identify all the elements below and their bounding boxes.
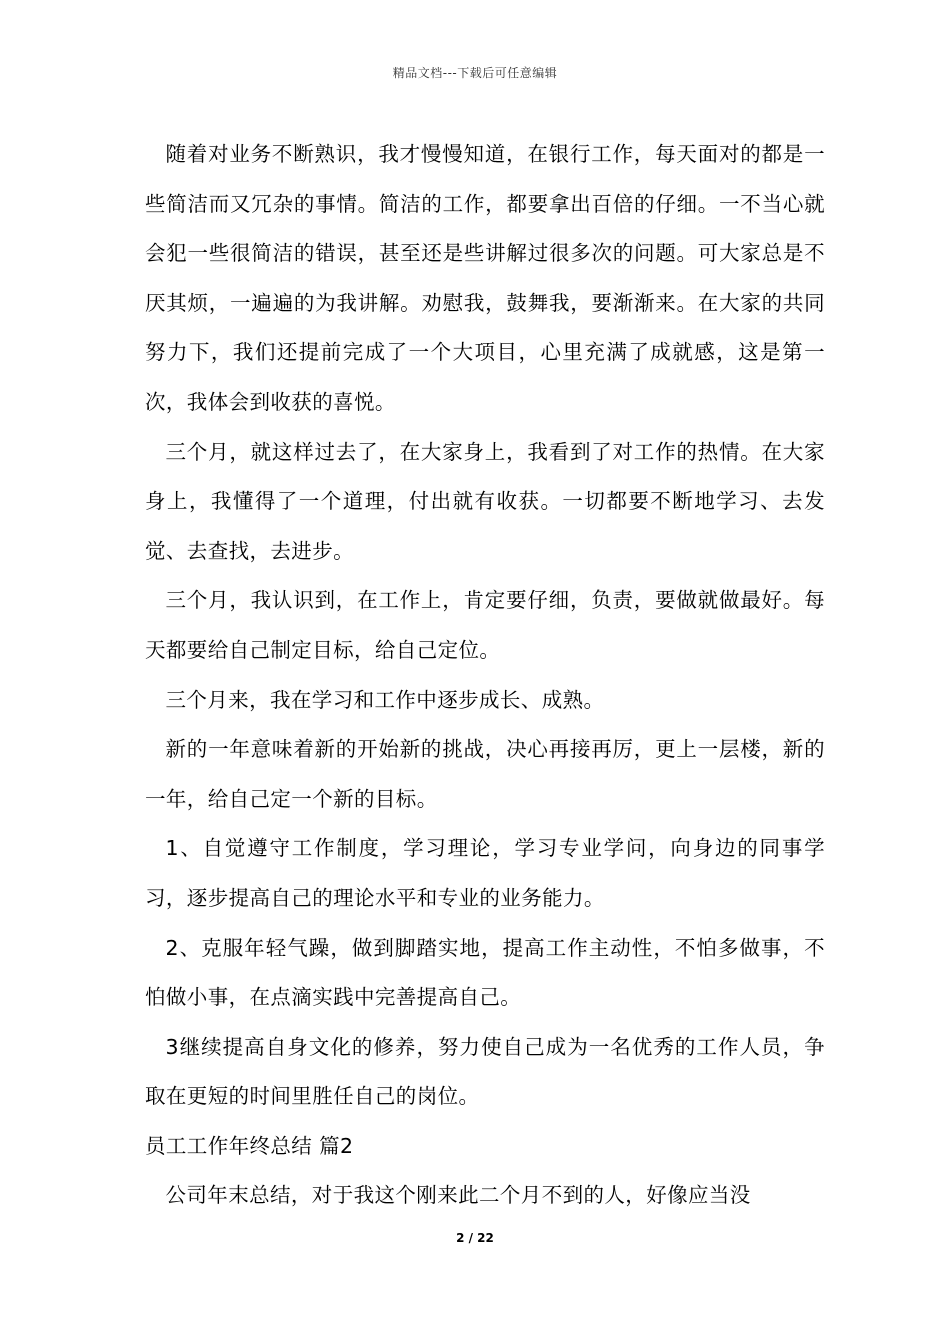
page-header: 精品文档---下载后可任意编辑 — [392, 66, 558, 80]
page-number: 2 / 22 — [456, 1231, 494, 1245]
paragraph: 公司年末总结，对于我这个刚来此二个月不到的人，好像应当没 — [165, 1183, 751, 1208]
document-body — [145, 130, 825, 1221]
list-item-2: 2、克服年轻气躁，做到脚踏实地，提高工作主动性，不怕多做事，不怕做小事，在点滴实践中完善提高自己。 — [145, 935, 825, 1010]
paragraph: 三个月，我认识到，在工作上，肯定要仔细，负责，要做就做最好。每天都要给自己制定目标，给自己定位。 — [145, 588, 825, 662]
paragraph: 三个月，就这样过去了，在大家身上，我看到了对工作的热情。在大家身上，我懂得了一个道理，付出就有收获。一切都要不断地学习、去发觉、去查找，去进步。 — [145, 439, 825, 563]
paragraph: 三个月来，我在学习和工作中逐步成长、成熟。 — [165, 687, 605, 712]
list-item-3: 3继续提高自身文化的修养，努力使自己成为一名优秀的工作人员，争取在更短的时间里胜任自己的岗位。 — [145, 1034, 825, 1109]
paragraph: 新的一年意味着新的开始新的挑战，决心再接再厉，更上一层楼，新的一年，给自己定一个新的目标。 — [145, 737, 825, 811]
section-heading: 员工工作年终总结 篇2 — [145, 1133, 354, 1158]
list-item-1: 1、自觉遵守工作制度，学习理论，学习专业学问，向身边的同事学习，逐步提高自己的理论水平和专业的业务能力。 — [145, 836, 825, 910]
paragraph: 随着对业务不断熟识，我才慢慢知道，在银行工作，每天面对的都是一些简洁而又冗杂的事情。简洁的工作，都要拿出百倍的仔细。一不当心就会犯一些很简洁的错误，甚至还是些讲解过很多次的问题。可大家总是不厌其烦，一遍遍的为我讲解。劝慰我，鼓舞我，要渐渐来。在大家的共同努力下，我们还提前完成了一个大项目，心里充满了成就感，这是第一次，我体会到收获的喜悦。 — [145, 142, 825, 414]
